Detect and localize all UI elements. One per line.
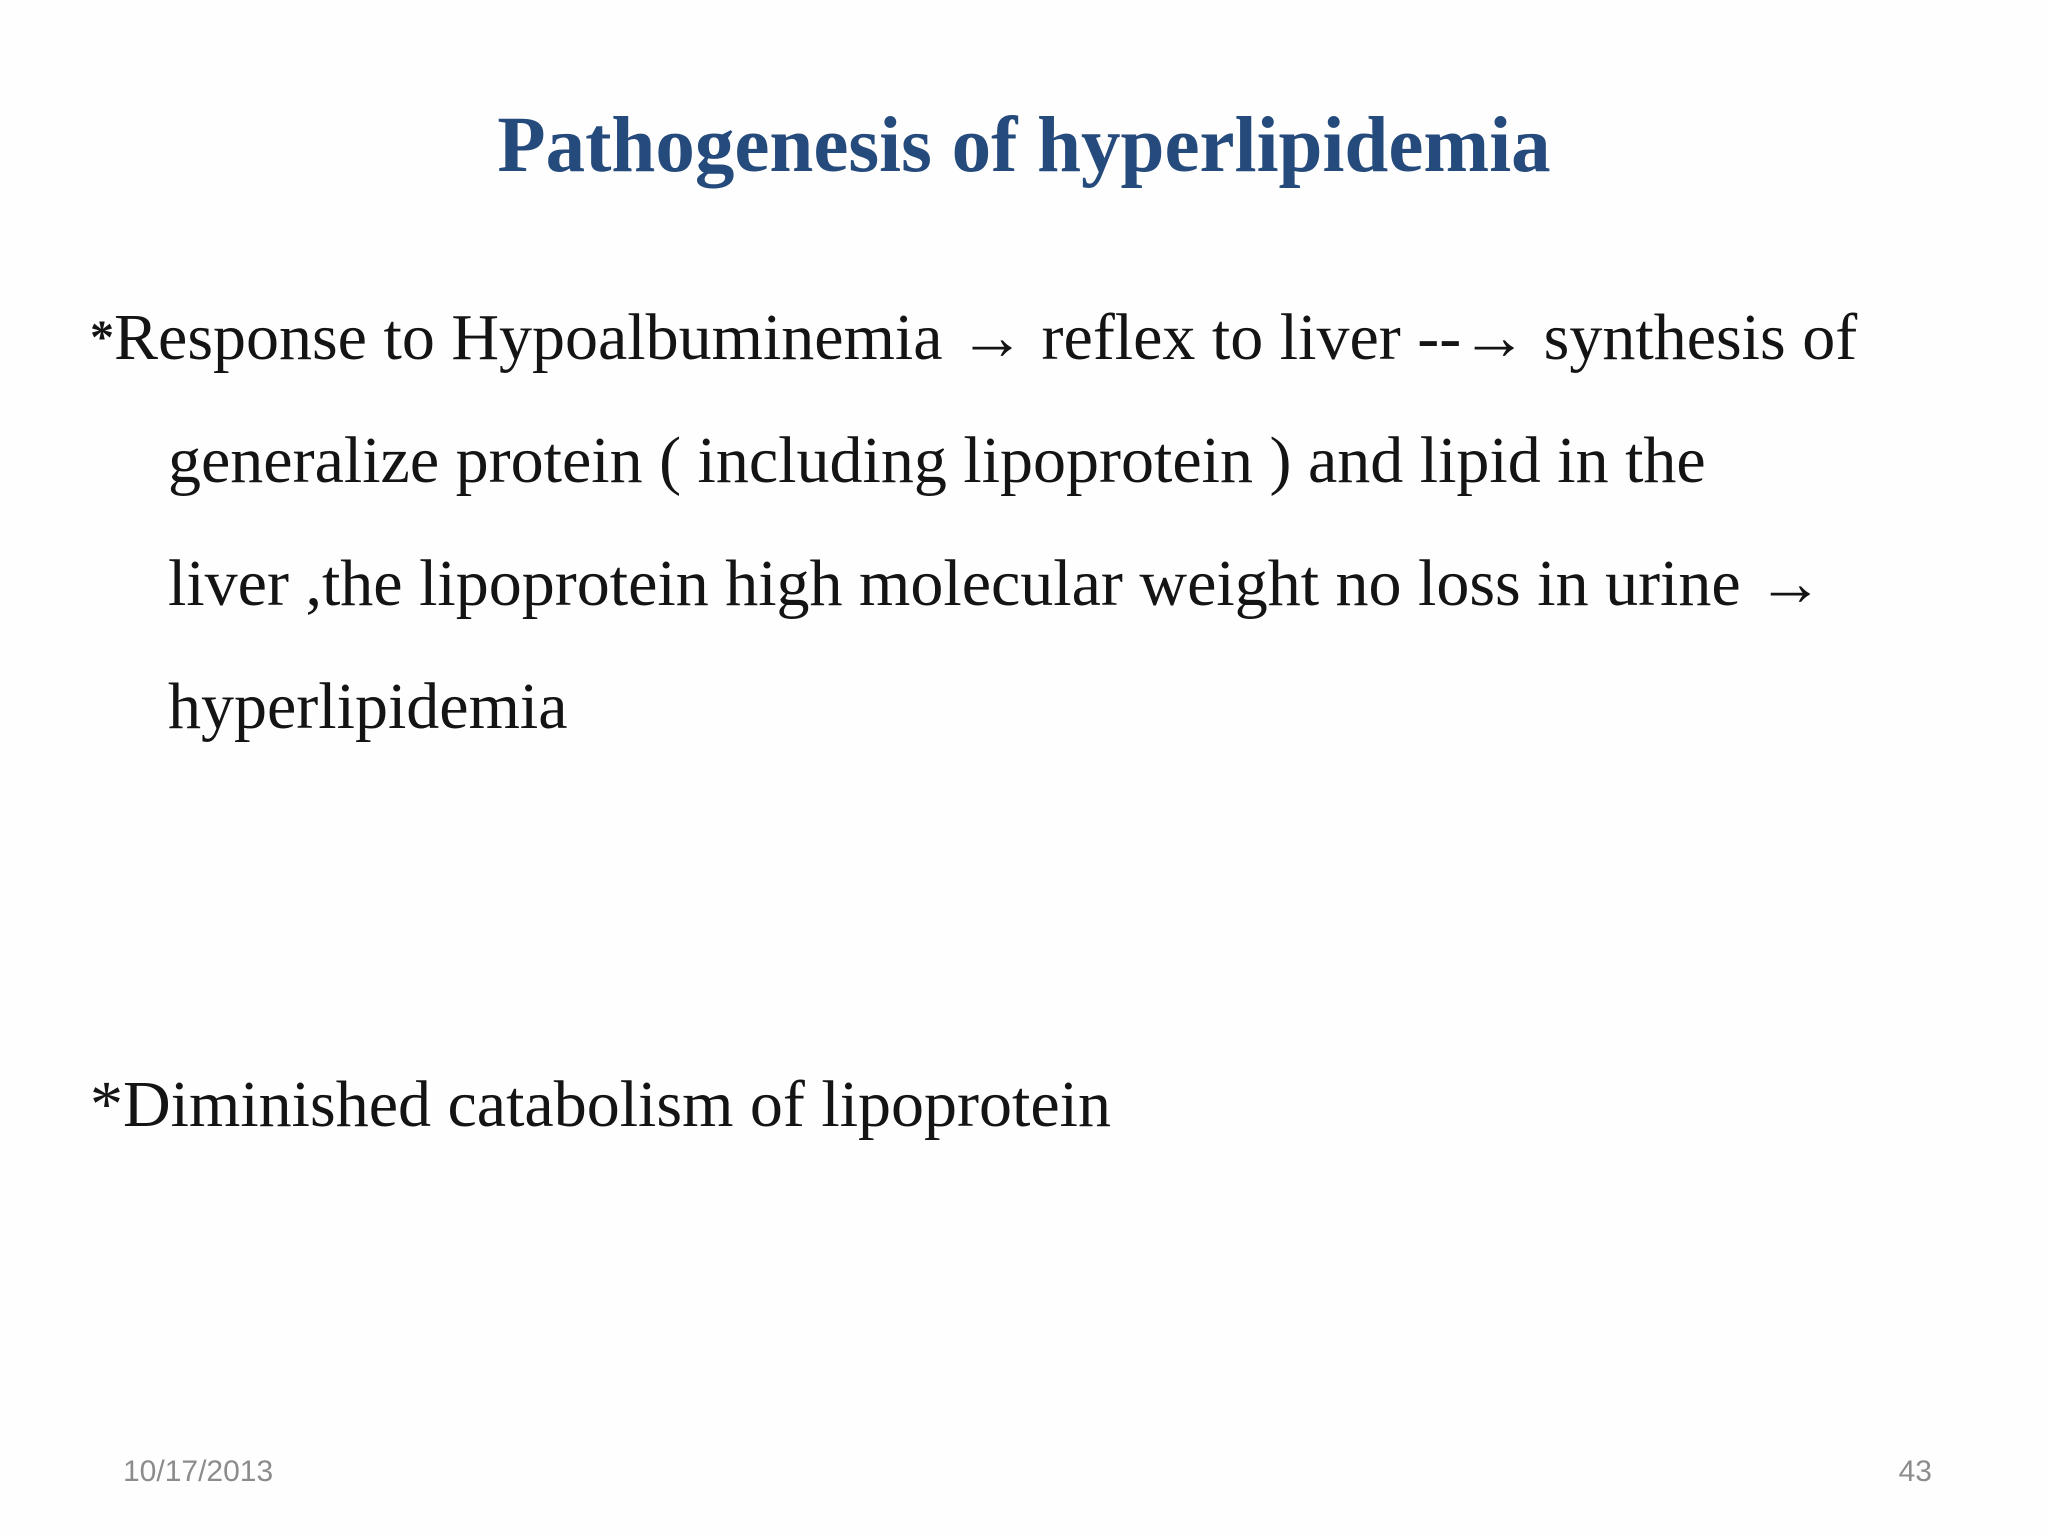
bullet-line: hyperlipidemia [168,670,568,743]
footer-date: 10/17/2013 [123,1455,274,1488]
bullet-point-hypoalbuminemia [90,276,1970,768]
bullet-text: Diminished catabolism of lipoprotein [123,1068,1112,1141]
bullet-asterisk: * [90,311,114,364]
bullet-line: liver ,the lipoprotein high molecular weight no loss in urine → [168,547,1824,620]
bullet-asterisk: * [90,1068,123,1141]
bullet-line: generalize protein ( including lipoprotein ) and lipid in the [168,424,1706,497]
bullet-point-catabolism [90,1055,1111,1155]
slide-title: Pathogenesis of hyperlipidemia [497,102,1551,189]
slide-number: 43 [1898,1455,1932,1488]
bullet-line [90,276,1970,399]
bullet-text: Response to Hypoalbuminemia → reflex to liver --→ synthesis of [114,301,1858,374]
